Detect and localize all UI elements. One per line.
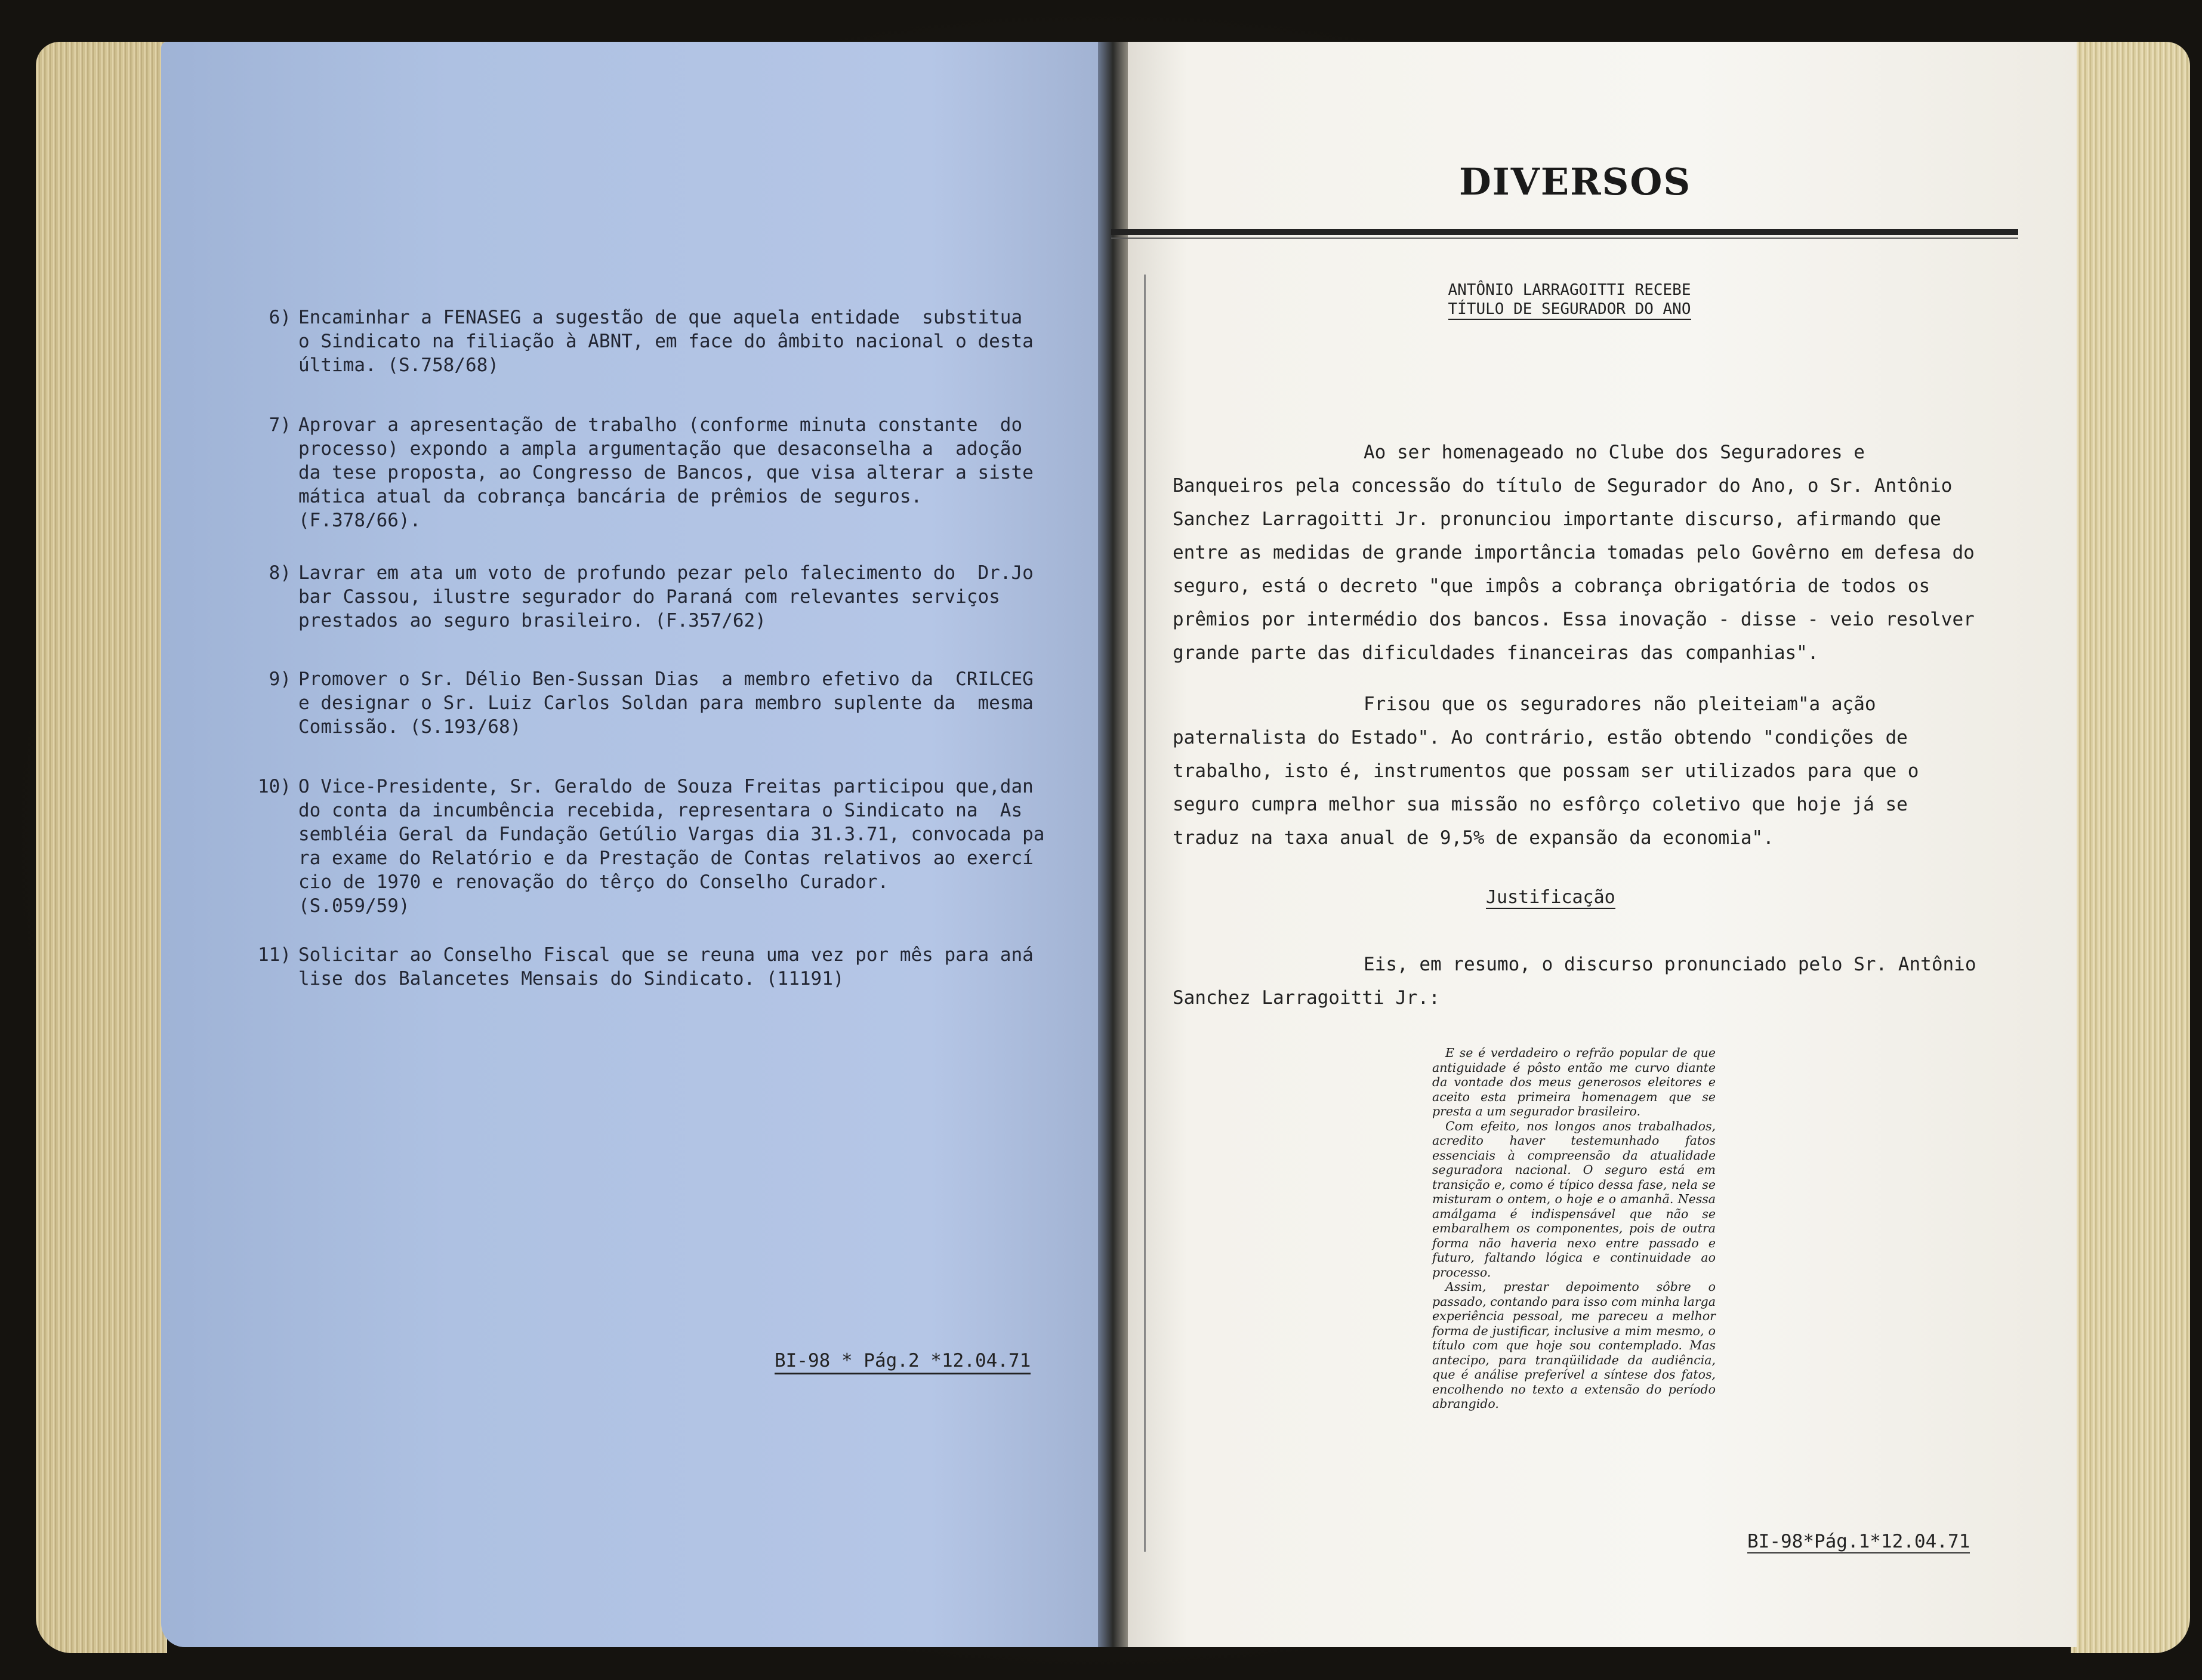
item-line: O Vice-Presidente, Sr. Geraldo de Souza Freitas participou que,dan <box>298 776 1034 797</box>
item-line: prestados ao seguro brasileiro. (F.357/62) <box>298 610 766 631</box>
item-line: Encaminhar a FENASEG a sugestão de que aquela entidade substitua <box>298 307 1023 328</box>
item-number: 6) <box>269 307 291 328</box>
minutes-item <box>269 561 1034 633</box>
header-rule <box>1111 229 2018 235</box>
clipping-paragraph: Assim, prestar depoimento sôbre o passado, contando para isso com minha larga experiência pessoal, me pareceu a melhor forma de justificar, inclusive a mim mesmo, o título com que hoje sou contemplado. Mas antecipo, para tranqüilidade da audiência, que é análise preferível a síntese dos fatos, encolhendo no texto a extensão do período abrangido. <box>1432 1280 1716 1411</box>
item-number: 10) <box>258 776 291 797</box>
left-page-edges <box>36 42 167 1653</box>
subheading-justificacao: Justificação <box>1486 887 1615 908</box>
item-line: do conta da incumbência recebida, representara o Sindicato na As <box>298 800 1023 821</box>
item-line: cio de 1970 e renovação do têrço do Conselho Curador. <box>298 871 889 893</box>
newspaper-clipping <box>1432 1046 1716 1411</box>
item-line: processo) expondo a ampla argumentação que desaconselha a adoção <box>298 438 1023 460</box>
item-line: Aprovar a apresentação de trabalho (conforme minuta constante do <box>298 414 1023 436</box>
item-line: bar Cassou, ilustre segurador do Paraná com relevantes serviços <box>298 586 1000 608</box>
headline-line-1: ANTÔNIO LARRAGOITTI RECEBE <box>1448 281 1691 299</box>
item-line: e designar o Sr. Luiz Carlos Soldan para membro suplente da mesma <box>298 692 1034 714</box>
item-line: Comissão. (S.193/68) <box>298 716 522 738</box>
item-line: Lavrar em ata um voto de profundo pezar pelo falecimento do Dr.Jo <box>298 562 1034 584</box>
item-number: 9) <box>269 668 291 690</box>
clipping-paragraph: Com efeito, nos longos anos trabalhados, acredito haver testemunhado fatos essenciais à compreensão da atualidade seguradora nacional. O seguro está em transição e, como é típico dessa fase, nela se misturam o ontem, o hoje e o amanhã. Nessa amálgama é indispensável que não se embaralhem os componentes, pois de outra forma não haveria nexo entre passado e futuro, faltando lógica e continuidade ao processo. <box>1432 1118 1716 1280</box>
column-margin-line <box>1144 275 1146 1552</box>
item-line: lise dos Balancetes Mensais do Sindicato. (11191) <box>298 968 844 989</box>
right-page-footer: BI-98*Pág.1*12.04.71 <box>1747 1531 1970 1552</box>
item-line: (S.059/59) <box>298 895 410 917</box>
item-line: ra exame do Relatório e da Prestação de Contas relativos ao exercí <box>298 847 1034 869</box>
item-line: da tese proposta, ao Congresso de Bancos, que visa alterar a siste <box>298 462 1034 483</box>
minutes-item <box>258 775 1045 918</box>
item-number: 11) <box>258 944 291 966</box>
article-paragraph-2: Frisou que os seguradores não pleiteiam"a ação paternalista do Estado". Ao contrário, estão obtendo "condições de trabalho, isto é, instrumentos que possam ser utilizados para que o seguro cumpra melhor sua missão no esfôrço coletivo que hoje já se traduz na taxa anual de 9,5% de expansão da economia". <box>1173 693 1919 849</box>
item-line: mática atual da cobrança bancária de prêmios de seguros. <box>298 486 923 507</box>
item-number: 7) <box>269 414 291 436</box>
article-headline <box>1432 280 1707 320</box>
minutes-item <box>258 943 1034 991</box>
right-page-edges <box>2071 42 2190 1653</box>
minutes-item <box>269 306 1034 377</box>
minutes-item <box>269 667 1034 739</box>
article-paragraph-1: Ao ser homenageado no Clube dos Seguradores e Banqueiros pela concessão do título de Segurador do Ano, o Sr. Antônio Sanchez Larragoitti Jr. pronunciou importante discurso, afirmando que entre as medidas de grande importância tomadas pelo Govêrno em defesa do seguro, está o decreto "que impôs a cobrança obrigatória de todos os prêmios por intermédio dos bancos. Essa inovação - disse - veio resolver grande parte das dificuldades financeiras das companhias". <box>1173 442 1975 664</box>
item-line: Promover o Sr. Délio Ben-Sussan Dias a membro efetivo da CRILCEG <box>298 668 1034 690</box>
clipping-paragraph: E se é verdadeiro o refrão popular de que antiguidade é pôsto então me curvo diante da vontade dos meus generosos eleitores e aceito esta primeira homenagem que se presta a um segurador brasileiro. <box>1432 1046 1716 1118</box>
headline-line-2: TÍTULO DE SEGURADOR DO ANO <box>1448 300 1691 320</box>
item-number: 8) <box>269 562 291 584</box>
item-line: última. (S.758/68) <box>298 355 499 376</box>
minutes-item <box>269 413 1034 532</box>
item-line: sembléia Geral da Fundação Getúlio Vargas dia 31.3.71, convocada pa <box>298 824 1045 845</box>
item-line: o Sindicato na filiação à ABNT, em face do âmbito nacional o desta <box>298 331 1034 352</box>
left-page-footer: BI-98 * Pág.2 *12.04.71 <box>775 1350 1031 1374</box>
article-paragraph-3: Eis, em resumo, o discurso pronunciado pelo Sr. Antônio Sanchez Larragoitti Jr.: <box>1173 954 1976 1009</box>
item-line: Solicitar ao Conselho Fiscal que se reuna uma vez por mês para aná <box>298 944 1034 966</box>
header-rule-thin <box>1111 238 2018 239</box>
book-gutter <box>1098 42 1128 1647</box>
section-title: DIVERSOS <box>1459 160 1692 204</box>
item-line: (F.378/66). <box>298 510 421 531</box>
